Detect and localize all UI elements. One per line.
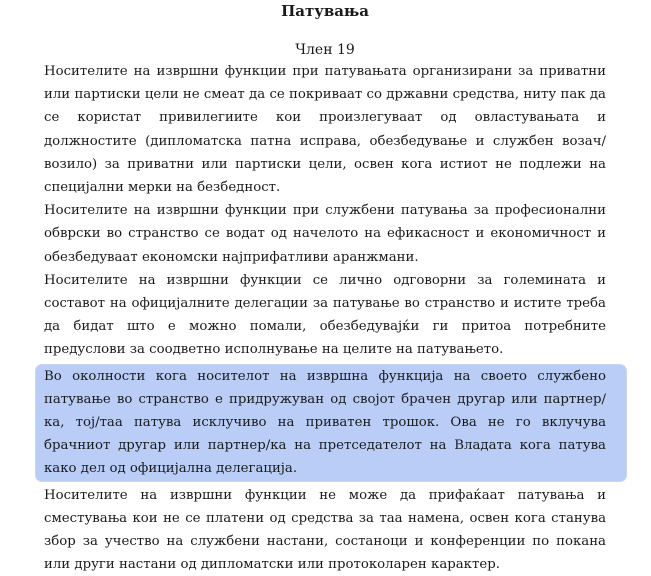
paragraph-official-travel: Носителите на извршни функции при службени патувања за професионални обврски во странство се водат од начелото на ефикасност и економичност и обезбедуваат економски најприфатливи аранжмани. [44,203,606,265]
paragraph-private-travel: Носителите на извршни функции при патувањата организирани за приватни или партиски цели не смеат да се покриваат со државни средства, ниту пак да се користат привилегиите кои произлегуваат од овластувањата и должностите (дипломатска патна исправа, обезбедување и службен возач/возило) за приватни или партиски цели, освен кога истиот не подлежи на специјални мерки на безбедност. [44,64,606,196]
document-page [44,0,606,576]
section-title: Патувања [281,2,369,20]
paragraph-spouse-selected[interactable]: Во околности кога носителот на извршна функција на своето службено патување во странство е придружуван од својот брачен другар или партнер/ка, тој/таа патува исклучиво на приватен трошок. Ова не го вклучува брачниот другар или партнер/ка на претседателот на Владата кога патува како дел од официјална делегација. [36,365,626,481]
paragraph-accepting-travel: Носителите на извршни функции не може да прифаќаат патувања и сместувања кои не се платени од средства за таа намена, освен кога станува збор за учество на службени настани, состаноци и конференции по покана или други настани од дипломатски или протоколарен карактер. [44,487,606,573]
paragraph-delegations: Носителите на извршни функции се лично одговорни за големината и составот на официјалните делегации за патување во странство и истите треба да бидат што е можно помали, обезбедувајќи ги притоа потребните предуслови за соодветно исполнување на целите на патувањето. [44,272,606,358]
article-number: Член 19 [295,42,355,58]
